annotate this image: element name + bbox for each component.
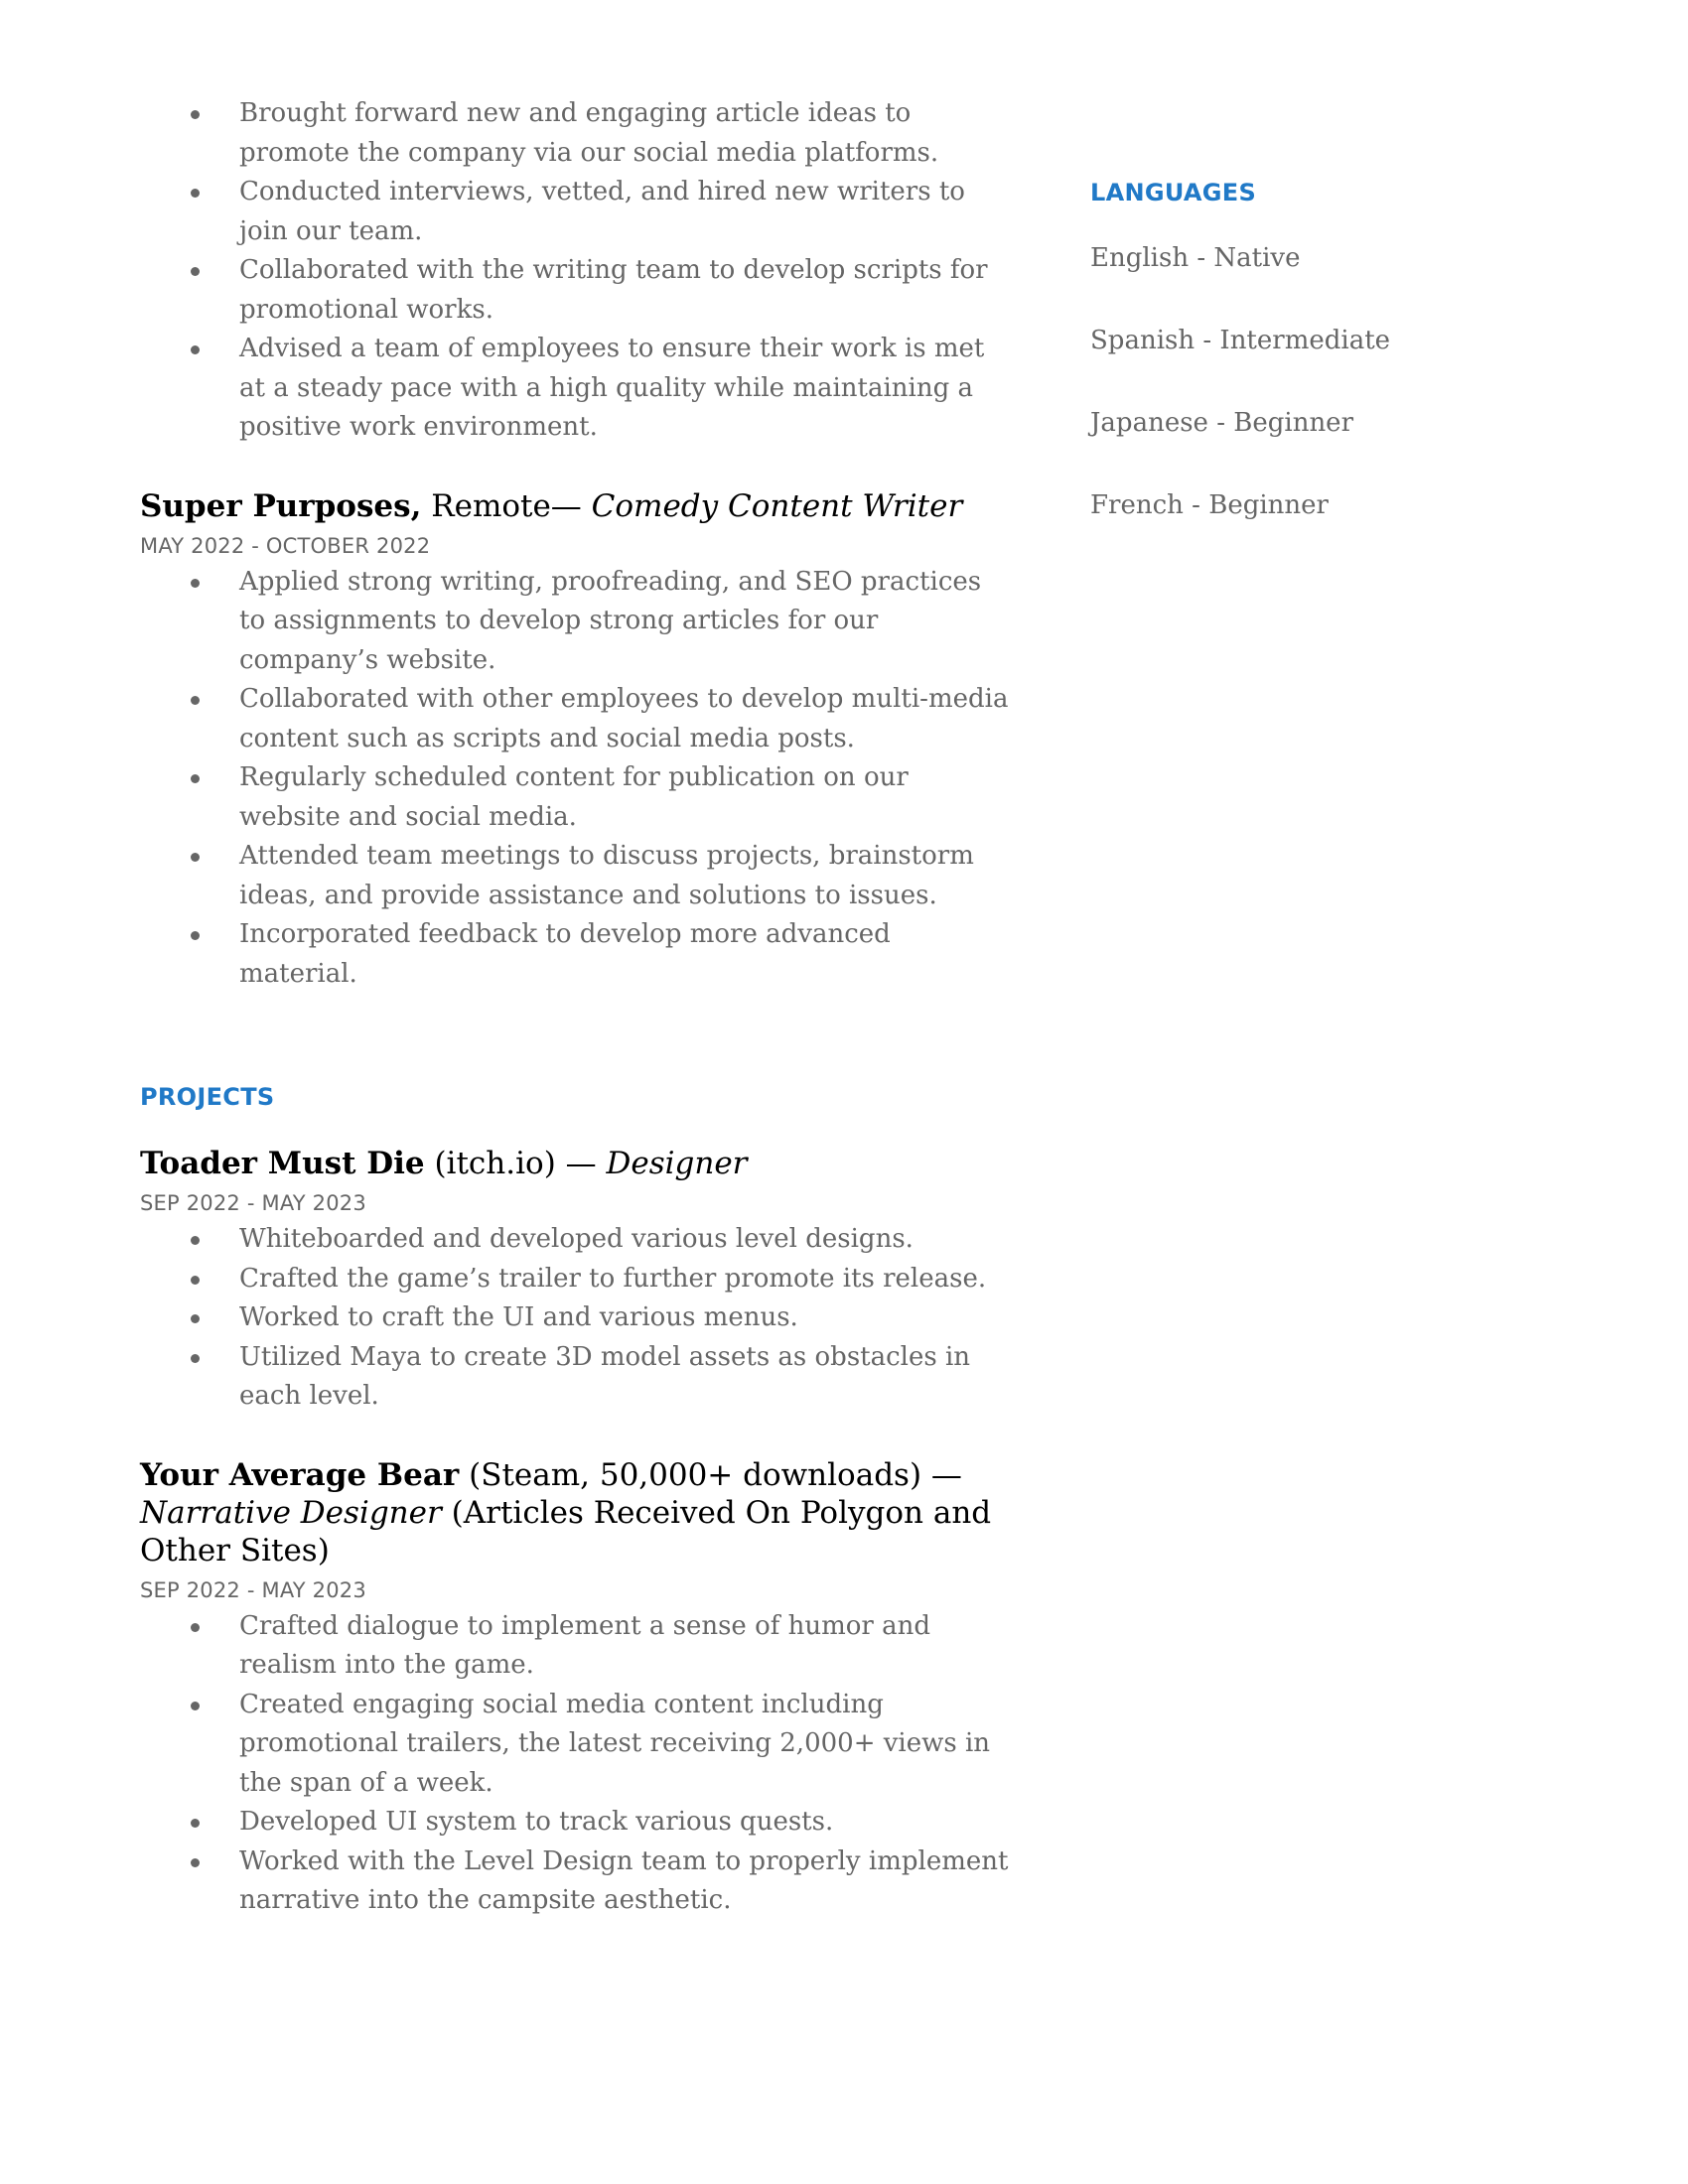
bullet-icon	[191, 1702, 200, 1710]
list-item	[140, 563, 1014, 681]
list-item	[140, 1843, 1014, 1921]
bullet-icon	[191, 696, 200, 705]
sidebar-column	[1090, 179, 1527, 523]
job-title	[140, 487, 1014, 525]
job-bullet-list	[140, 563, 1014, 995]
bullet-icon	[191, 1858, 200, 1867]
bullet-icon	[191, 345, 200, 354]
project-title	[140, 1145, 1014, 1182]
projects-heading: PROJECTS	[140, 1083, 275, 1111]
bullet-icon	[191, 579, 200, 588]
bullet-icon	[191, 267, 200, 276]
bullet-text: Regularly scheduled content for publication on our website and social media.	[239, 762, 909, 832]
bullet-text: Collaborated with the writing team to develop scripts for promotional works.	[239, 255, 988, 325]
project-role: Designer	[606, 1146, 748, 1181]
list-item	[140, 1260, 1014, 1299]
project-role: Narrative Designer	[140, 1494, 442, 1531]
intro-bullet-list	[140, 94, 1014, 448]
project-platform: (Steam, 50,000+ downloads) —	[459, 1456, 962, 1493]
bullet-icon	[191, 1314, 200, 1323]
language-item: French - Beginner	[1090, 490, 1329, 520]
job-location: Remote—	[421, 487, 592, 524]
job-dates: MAY 2022 - OCTOBER 2022	[140, 533, 431, 558]
list-item	[140, 251, 1014, 330]
list-item	[140, 94, 1014, 173]
language-item: English - Native	[1090, 243, 1301, 273]
project-name: Toader Must Die	[140, 1146, 425, 1181]
company-name: Super Purposes,	[140, 487, 422, 524]
bullet-icon	[191, 1236, 200, 1245]
project-entry-toader-must-die	[140, 1145, 1014, 1417]
bullet-text: Crafted the game’s trailer to further promote its release.	[239, 1263, 987, 1294]
bullet-text: Brought forward new and engaging article ideas to promote the company via our social media platforms.	[239, 98, 939, 168]
list-item	[140, 758, 1014, 837]
bullet-text: Incorporated feedback to develop more advanced material.	[239, 919, 891, 989]
job-entry-super-purposes	[140, 487, 1014, 995]
bullet-text: Utilized Maya to create 3D model assets as obstacles in each level.	[239, 1341, 971, 1411]
bullet-text: Created engaging social media content including promotional trailers, the latest receiving 2,000+ views in the span of a week.	[239, 1689, 991, 1798]
bullet-text: Applied strong writing, proofreading, and SEO practices to assignments to develop strong articles for our company’s website.	[239, 566, 982, 675]
job-role: Comedy Content Writer	[591, 487, 963, 524]
bullet-icon	[191, 1354, 200, 1363]
list-item	[140, 680, 1014, 758]
bullet-icon	[191, 1819, 200, 1828]
bullet-text: Collaborated with other employees to develop multi-media content such as scripts and social media posts.	[239, 684, 1009, 753]
bullet-icon	[191, 189, 200, 198]
project-platform: (itch.io) —	[424, 1146, 607, 1181]
list-item	[140, 1686, 1014, 1804]
list-item	[140, 1220, 1014, 1260]
list-item	[140, 837, 1014, 915]
project-bullet-list	[140, 1607, 1014, 1921]
list-item	[140, 915, 1014, 994]
bullet-icon	[191, 853, 200, 862]
list-item	[140, 330, 1014, 448]
project-entry-your-average-bear	[140, 1456, 1014, 1921]
list-item	[140, 1298, 1014, 1338]
bullet-icon	[191, 774, 200, 783]
list-item	[140, 1803, 1014, 1843]
list-item	[140, 173, 1014, 251]
project-name: Your Average Bear	[140, 1456, 460, 1493]
bullet-icon	[191, 1623, 200, 1632]
project-title	[140, 1456, 1014, 1570]
bullet-text: Worked to craft the UI and various menus.	[239, 1302, 798, 1332]
bullet-text: Worked with the Level Design team to properly implement narrative into the campsite aesthetic.	[239, 1845, 1009, 1915]
language-item: Spanish - Intermediate	[1090, 326, 1391, 355]
bullet-icon	[191, 931, 200, 940]
language-item: Japanese - Beginner	[1090, 408, 1354, 438]
project-extra: (Articles Received On Polygon and Other Sites)	[140, 1494, 992, 1569]
bullet-text: Conducted interviews, vetted, and hired new writers to join our team.	[239, 177, 965, 246]
main-column	[140, 94, 1014, 1921]
project-bullet-list	[140, 1220, 1014, 1417]
bullet-text: Whiteboarded and developed various level designs.	[239, 1224, 914, 1254]
bullet-icon	[191, 110, 200, 119]
languages-list	[1090, 240, 1527, 523]
list-item	[140, 1338, 1014, 1417]
project-dates: SEP 2022 - MAY 2023	[140, 1577, 366, 1602]
bullet-text: Attended team meetings to discuss projects, brainstorm ideas, and provide assistance and solutions to issues.	[239, 841, 974, 910]
bullet-icon	[191, 1276, 200, 1285]
project-dates: SEP 2022 - MAY 2023	[140, 1191, 366, 1215]
list-item	[140, 1607, 1014, 1686]
bullet-text: Crafted dialogue to implement a sense of humor and realism into the game.	[239, 1610, 930, 1680]
languages-heading: LANGUAGES	[1090, 179, 1257, 206]
bullet-text: Advised a team of employees to ensure their work is met at a steady pace with a high quality while maintaining a positive work environment.	[239, 334, 985, 442]
bullet-text: Developed UI system to track various quests.	[239, 1807, 834, 1837]
